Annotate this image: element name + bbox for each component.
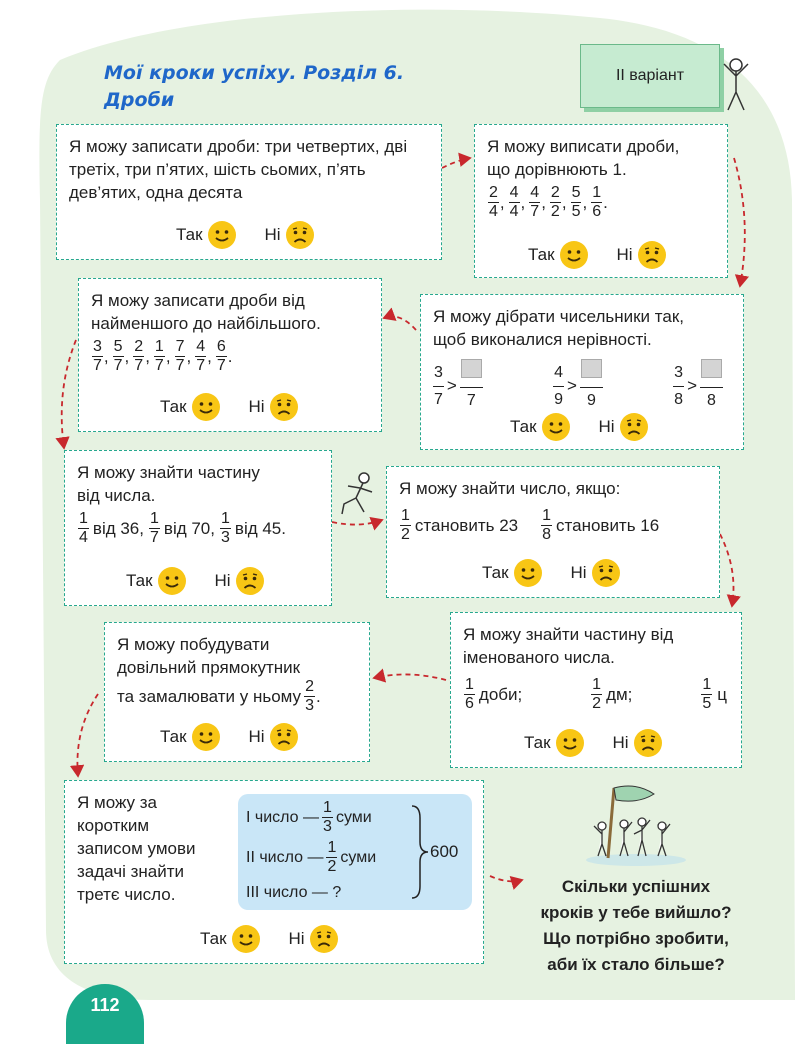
fraction: $\frac{5}{5}$ bbox=[571, 184, 581, 220]
box3-line-1: Я можу дібрати чисельники так, bbox=[433, 307, 684, 326]
title-line-1: Мої кроки успіху. Розділ 6. bbox=[104, 62, 405, 84]
fraction: $\frac{3}{7}$ bbox=[93, 338, 102, 374]
no-label: Ні bbox=[616, 245, 633, 264]
yes-label: Так bbox=[160, 397, 187, 416]
yes-label: Так bbox=[126, 571, 153, 590]
fraction: $\frac{4}{4}$ bbox=[509, 184, 519, 220]
box2-line-1: Я можу виписати дроби, bbox=[487, 137, 680, 156]
fraction: $\frac{1}{8}$ bbox=[542, 507, 552, 543]
fraction: $\frac{1}{4}$ bbox=[79, 510, 88, 546]
box3-line-2: щоб виконалися нерівності. bbox=[433, 330, 652, 349]
walking-person-icon bbox=[336, 470, 376, 516]
page-title bbox=[104, 60, 404, 114]
fraction: $\frac{1}{3}$ bbox=[221, 510, 230, 546]
fraction: $\frac{7}{7}$ bbox=[175, 338, 185, 374]
fraction: $\frac{2}{3}$ bbox=[305, 678, 314, 714]
box7-line-1: Я можу знайти частину від bbox=[463, 625, 674, 644]
condition-row-3: ІІІ число — ? bbox=[246, 884, 342, 901]
box9-line-2: коротким bbox=[77, 816, 150, 835]
fraction: $\frac{1}{6}$ bbox=[592, 184, 602, 220]
fraction: $\frac{1}{6}$ bbox=[465, 676, 474, 712]
yes-label: Так bbox=[200, 929, 227, 948]
question-line-2: кроків у тебе вийшло? bbox=[540, 903, 732, 922]
page-number: 112 bbox=[90, 995, 120, 1015]
sad-face-icon[interactable] bbox=[235, 566, 265, 596]
inequality: 4 9 > 9 bbox=[553, 359, 603, 412]
box4-line-1: Я можу записати дроби від bbox=[91, 291, 305, 310]
blank-square[interactable] bbox=[461, 359, 482, 378]
no-label: Ні bbox=[288, 929, 305, 948]
box5-answers bbox=[126, 566, 265, 596]
fraction: $\frac{5}{7}$ bbox=[113, 338, 123, 374]
fraction: $\frac{2}{7}$ bbox=[134, 338, 144, 374]
sad-face-icon[interactable] bbox=[269, 392, 299, 422]
no-label: Ні bbox=[214, 571, 231, 590]
box5-items: $\frac{1}{4}$ від 36, $\frac{1}{7}$ від 70, $\frac{1}{3}$ від 45. bbox=[79, 510, 286, 546]
sad-face-icon[interactable] bbox=[633, 728, 663, 758]
sad-face-icon[interactable] bbox=[591, 558, 621, 588]
condition-row-2: ІІ число — $\frac{1}{2}$ суми bbox=[246, 839, 377, 875]
total-value: 600 bbox=[430, 842, 459, 861]
happy-face-icon[interactable] bbox=[559, 240, 589, 270]
box7-items: $\frac{1}{6}$ доби; $\frac{1}{2}$ дм; $\frac{1}{5}$ ц bbox=[465, 676, 727, 712]
fraction: $\frac{1}{3}$ bbox=[323, 799, 332, 835]
yes-label: Так bbox=[524, 733, 551, 752]
box9-line-4: задачі знайти bbox=[77, 862, 185, 881]
inequality: 3 8 > 8 bbox=[673, 359, 723, 412]
happy-face-icon[interactable] bbox=[191, 722, 221, 752]
box1-answers bbox=[176, 220, 315, 250]
box9-line-1: Я можу за bbox=[77, 793, 157, 812]
fraction: $\frac{4}{7}$ bbox=[530, 184, 540, 220]
box6-line-1: Я можу знайти число, якщо: bbox=[399, 479, 621, 498]
variant-label: ІІ варіант bbox=[615, 67, 685, 84]
fraction: $\frac{1}{2}$ bbox=[592, 676, 602, 712]
inequality: 3 7 > 7 bbox=[433, 359, 483, 412]
sad-face-icon[interactable] bbox=[619, 412, 649, 442]
question-line-3: Що потрібно зробити, bbox=[543, 929, 729, 948]
box7-answers bbox=[524, 728, 663, 758]
box2-answers bbox=[528, 240, 667, 270]
box3-inequalities bbox=[433, 359, 723, 412]
fraction: $\frac{2}{4}$ bbox=[489, 184, 498, 220]
sad-face-icon[interactable] bbox=[285, 220, 315, 250]
condition-row-1: І число — $\frac{1}{3}$ суми bbox=[246, 799, 372, 835]
box5-line-1: Я можу знайти частину bbox=[77, 463, 260, 482]
curly-brace bbox=[410, 804, 430, 900]
no-label: Ні bbox=[248, 397, 265, 416]
box9-answers bbox=[200, 924, 339, 954]
box7-line-2: іменованого числа. bbox=[463, 648, 615, 667]
happy-face-icon[interactable] bbox=[207, 220, 237, 250]
box8-line-1: Я можу побудувати bbox=[117, 635, 270, 654]
box5-line-2: від числа. bbox=[77, 486, 156, 505]
yes-label: Так bbox=[510, 417, 537, 436]
sad-face-icon[interactable] bbox=[269, 722, 299, 752]
question-line-1: Скільки успішних bbox=[561, 877, 711, 896]
box9-line-5: третє число. bbox=[77, 885, 176, 904]
short-condition-box bbox=[238, 794, 472, 910]
flag-team-icon bbox=[576, 782, 696, 868]
no-label: Ні bbox=[264, 225, 281, 244]
blank-square[interactable] bbox=[581, 359, 602, 378]
happy-face-icon[interactable] bbox=[231, 924, 261, 954]
blank-square[interactable] bbox=[701, 359, 722, 378]
no-label: Ні bbox=[570, 563, 587, 582]
fraction: $\frac{1}{2}$ bbox=[327, 839, 337, 875]
fraction: $\frac{4}{7}$ bbox=[196, 338, 206, 374]
happy-face-icon[interactable] bbox=[191, 392, 221, 422]
sad-face-icon[interactable] bbox=[637, 240, 667, 270]
fraction: $\frac{2}{2}$ bbox=[550, 184, 560, 220]
happy-face-icon[interactable] bbox=[555, 728, 585, 758]
fraction: $\frac{6}{7}$ bbox=[216, 338, 226, 374]
no-label: Ні bbox=[612, 733, 629, 752]
happy-face-icon[interactable] bbox=[157, 566, 187, 596]
box3-answers bbox=[510, 412, 649, 442]
fraction: $\frac{1}{2}$ bbox=[401, 507, 410, 543]
box2-fractions: $\frac{2}{4}$ , $\frac{4}{4}$ , $\frac{4}{7}$ , $\frac{2}{2}$ , $\frac{5}{5}$ , $\frac{1}{6}$ . bbox=[489, 184, 608, 220]
question-line-4: аби їх стало більше? bbox=[547, 955, 725, 974]
no-label: Ні bbox=[598, 417, 615, 436]
box4-fractions: $\frac{3}{7}$ , $\frac{5}{7}$ , $\frac{2}{7}$ , $\frac{1}{7}$ , $\frac{7}{7}$ , $\frac{4}{7}$ , $\frac{6}{7}$ . bbox=[93, 338, 233, 374]
box2-line-2: що дорівнюють 1. bbox=[487, 160, 627, 179]
yes-label: Так bbox=[176, 225, 203, 244]
happy-face-icon[interactable] bbox=[513, 558, 543, 588]
variant-sign bbox=[580, 44, 720, 108]
reflection-question bbox=[506, 874, 766, 978]
fraction: $\frac{1}{5}$ bbox=[702, 676, 712, 712]
title-line-2: Дроби bbox=[104, 89, 175, 111]
box8-answers bbox=[160, 722, 299, 752]
box8-line-3: та замалювати у ньому $\frac{2}{3}$ . bbox=[117, 678, 321, 714]
box1-text: Я можу записати дроби: три четвертих, дві третіх, три п’ятих, шість сьомих, п’ять дев’ятих, одна десята bbox=[69, 137, 408, 202]
sad-face-icon[interactable] bbox=[309, 924, 339, 954]
yes-label: Так bbox=[160, 727, 187, 746]
fraction: $\frac{1}{7}$ bbox=[154, 338, 164, 374]
yes-label: Так bbox=[528, 245, 555, 264]
fraction: $\frac{1}{7}$ bbox=[150, 510, 159, 546]
box6-answers bbox=[482, 558, 621, 588]
yes-label: Так bbox=[482, 563, 509, 582]
happy-face-icon[interactable] bbox=[541, 412, 571, 442]
box8-line-2: довільний прямокутник bbox=[117, 658, 301, 677]
box9-line-3: записом умови bbox=[77, 839, 196, 858]
box6-items: $\frac{1}{2}$ становить 23 $\frac{1}{8}$ становить 16 bbox=[401, 507, 660, 543]
no-label: Ні bbox=[248, 727, 265, 746]
box4-line-2: найменшого до найбільшого. bbox=[91, 314, 321, 333]
box4-answers bbox=[160, 392, 299, 422]
person-holding-sign-icon bbox=[718, 56, 754, 112]
